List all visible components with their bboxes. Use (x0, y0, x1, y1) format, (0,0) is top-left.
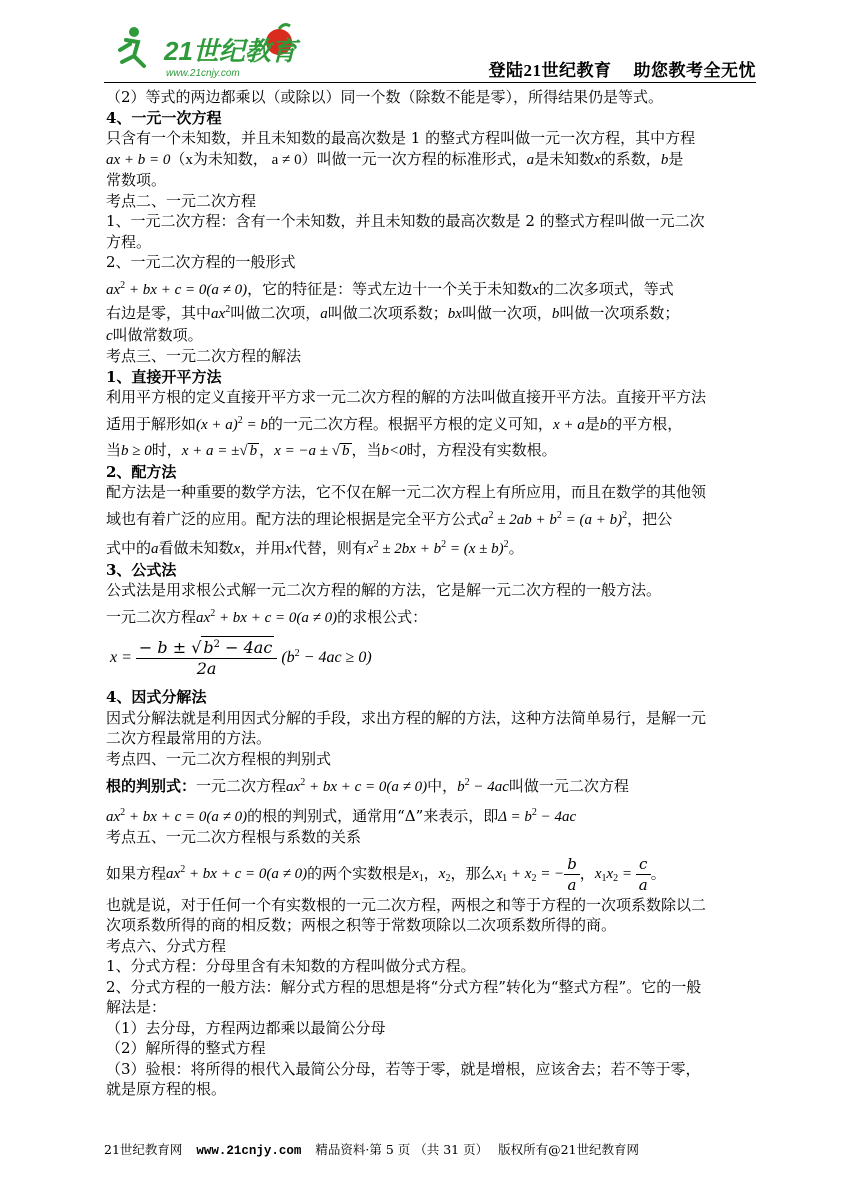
logo (104, 22, 304, 82)
logo-text: 21世纪教育 (164, 36, 297, 66)
paragraph: 公式法是用求根公式解一元二次方程的解的方法，它是解一元二次方程的一般方法。 (106, 581, 662, 599)
section-heading: 4、一元一次方程 (106, 108, 222, 127)
paragraph: c叫做常数项。 (106, 325, 203, 344)
paragraph: 根的判别式：一元二次方程$ax^2$ + bx + c = 0(a ≠ 0)中，$b^2 - 4ac$叫做一元二次方程 (106, 777, 629, 795)
logo-url: www.21cnjy.com (166, 68, 240, 79)
quadratic-formula: x = $\frac{- b \pm √ b^2 - 4ac}{2a}$ $(b^2 - 4ac \ge 0)$ (110, 638, 372, 678)
paragraph: 方程。 (106, 232, 152, 251)
paragraph: 二次方程最常用的方法。 (106, 729, 272, 747)
paragraph: （2）等式的两边都乘以（或除以）同一个数（除数不能是零），所得结果仍是等式。 (106, 88, 664, 106)
section-heading: 考点六、分式方程 (106, 936, 227, 955)
paragraph: $ax^2$ + bx + c = 0(a ≠ 0)，它的特征是：等式左边十一个关于未知数x的二次多项式，等式 (106, 279, 674, 298)
paragraph: $ax^2$ + bx + c = 0(a ≠ 0)的根的判别式，通常用“Δ”来表示，即$\Delta = b^2 - 4ac$ (106, 806, 577, 825)
paragraph: 1、一元二次方程：含有一个未知数，并且未知数的最高次数是 2 的整式方程叫做一元二次 (106, 212, 705, 230)
runner-icon (120, 27, 144, 66)
paragraph: 就是原方程的根。 (106, 1080, 227, 1098)
paragraph: 也就是说，对于任何一个有实数根的一元二次方程，两根之和等于方程的一次项系数除以二 (106, 895, 707, 914)
section-heading: 2、配方法 (106, 462, 177, 481)
section-heading: 考点四、一元二次方程根的判别式 (106, 749, 332, 768)
paragraph: 域也有着广泛的应用。配方法的理论根据是完全平方公式$a^2 \pm 2ab + b^2 = (a + b)^2$，把公 (106, 509, 673, 528)
header-slogan (489, 56, 757, 81)
section-heading: 考点三、一元二次方程的解法 (106, 347, 302, 365)
paragraph: 因式分解法就是利用因式分解的手段，求出方程的解的方法，这种方法简单易行，是解一元 (106, 708, 707, 727)
footer-page: 精品资料·第 5 页 （共 31 页） (315, 1142, 489, 1157)
paragraph: 解法是： (106, 998, 167, 1016)
paragraph: 利用平方根的定义直接开平方求一元二次方程的解的方法叫做直接开平方法。直接开平方法 (106, 388, 707, 406)
slogan-left: 登陆21世纪教育 (488, 61, 612, 80)
paragraph: 2、分式方程的一般方法：解分式方程的思想是将“分式方程”转化为“整式方程”。它的一般 (106, 977, 702, 996)
paragraph: （3）验根：将所得的根代入最简公分母，若等于零，就是增根，应该舍去；若不等于零， (106, 1059, 701, 1078)
section-heading: 4、因式分解法 (106, 688, 207, 706)
paragraph: 配方法是一种重要的数学方法，它不仅在解一元二次方程上有所应用，而且在数学的其他领 (106, 483, 707, 501)
section-heading: 考点二、一元二次方程 (106, 191, 257, 210)
paragraph: 次项系数所得的商的相反数；两根之积等于常数项除以二次项系数所得的商。 (106, 916, 617, 934)
paragraph: （2）解所得的整式方程 (106, 1039, 266, 1057)
header-divider (104, 82, 756, 83)
section-heading: 考点五、一元二次方程根与系数的关系 (106, 828, 362, 846)
paragraph: ax + b = 0（x为未知数， a ≠ 0）叫做一元一次方程的标准形式，a是未知数x的系数，b是 (106, 149, 684, 168)
paragraph: 一元二次方程$ax^2$ + bx + c = 0(a ≠ 0)的求根公式： (106, 607, 428, 626)
paragraph: 式中的a看做未知数x，并用x代替，则有$x^2 \pm 2bx + b^2 = (x \pm b)^2$。 (106, 539, 524, 557)
slogan-right: 助您教考全无忧 (633, 61, 756, 80)
paragraph: （1）去分母，方程两边都乘以最简公分母 (106, 1018, 386, 1037)
section-heading: 1、直接开平方法 (106, 367, 222, 386)
footer-right: 版权所有@21世纪教育网 (498, 1142, 639, 1157)
paragraph: 适用于解形如$(x + a)^2 = b$的一元二次方程。根据平方根的定义可知，x + a是b的平方根， (106, 414, 683, 433)
paragraph: 常数项。 (106, 171, 167, 189)
page-header (104, 18, 756, 84)
paragraph: 1、分式方程：分母里含有未知数的方程叫做分式方程。 (106, 957, 476, 975)
paragraph: 只含有一个未知数，并且未知数的最高次数是 1 的整式方程叫做一元一次方程，其中方程 (106, 129, 696, 147)
paragraph: 2、一元二次方程的一般形式 (106, 253, 296, 271)
paragraph: 当b ≥ 0时，x + a = ±√ b ，x = −a ± √ b ，当b<0时，方程没有实数根。 (106, 441, 557, 459)
section-heading: 3、公式法 (106, 560, 177, 579)
footer-left: 21世纪教育网 (104, 1142, 183, 1157)
footer-site-link[interactable]: www.21cnjy.com (196, 1144, 302, 1158)
document-body (106, 87, 758, 1100)
paragraph: 右边是零，其中$ax^2$叫做二次项，a叫做二次项系数；bx叫做一次项，b叫做一次项系数； (106, 304, 680, 322)
page-footer (104, 1140, 756, 1158)
paragraph: 如果方程$ax^2$ + bx + c = 0(a ≠ 0)的两个实数根是$x_1$，$x_2$，那么$x_1 + x_2$ = − $\frac{b}{a}$ ，$x_1x_2$ = $\frac{c}{a}$ 。 (106, 854, 666, 894)
